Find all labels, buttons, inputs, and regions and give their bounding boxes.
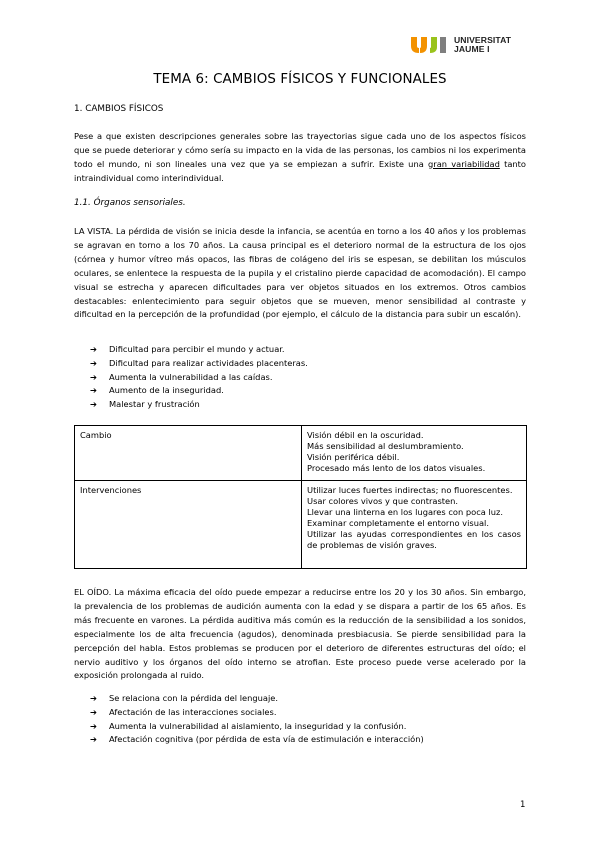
logo-line-1: UNIVERSITAT [454, 35, 512, 45]
arrow-icon: ➔ [90, 357, 97, 368]
uji-logo-icon [410, 36, 450, 54]
document-title: TEMA 6: CAMBIOS FÍSICOS Y FUNCIONALES [153, 72, 447, 87]
intro-text: Pese a que existen descripciones generales sobre las trayectorias sigue cada uno de los aspectos físicos que se puede deteriorar y cómo sería su impacto en la vida de las personas, los cambios ni los experimenta todo el mundo, ni son lineales una vez que ya se empiezan a sufrir. Existe una [74, 131, 526, 169]
intro-underlined-text: gran variabilidad [428, 158, 500, 169]
table-row [75, 426, 527, 481]
oido-paragraph: EL OÍDO. La máxima eficacia del oído puede empezar a reducirse entre los 20 y los 30 años. Sin embargo, la prevalencia de los problemas de audición aumenta con la edad y se dispara a partir de los 65 años. Es más frecuente en varones. La pérdida auditiva más común es la reducción de la sensibilidad a los sonidos, especialmente los de alta frecuencia (agudos), denominada presbiacusia. Se pierde sensibilidad para la percepción del habla. Estos problemas se producen por el deterioro de diferentes estructuras del oído; el nervio auditivo y los órganos del oído interno se atrofian. Este proceso puede verse acelerado por la exposición prolongada al ruido. [74, 587, 526, 681]
list-item: ➔ Se relaciona con la pérdida del lenguaje. [90, 692, 424, 706]
vista-paragraph: LA VISTA. La pérdida de visión se inicia desde la infancia, se acentúa en torno a los 40 años y los problemas se agravan en torno a los 70 años. La causa principal es el deterioro normal de la estructura de los ojos (córnea y humor vítreo más opacos, las fibras de colágeno del iris se espesan, se debilitan los músculos oculares, se enlentece la respuesta de la pupila y el cristalino pierde capacidad de acomodación). El campo visual se estrecha y aparecen dificultades para ver objetos situados en los extremos. Otros cambios destacables: enlentecimiento para seguir objetos que se mueven, menor sensibilidad al contraste y dificultad en la percepción de la profundidad (por ejemplo, el cálculo de la distancia para subir un escalón). [74, 226, 526, 320]
list-item: ➔ Dificultad para percibir el mundo y actuar. [90, 343, 308, 357]
university-logo [410, 36, 511, 54]
table-cell-label: Cambio [75, 426, 302, 481]
table-row [75, 481, 527, 569]
arrow-icon: ➔ [90, 385, 97, 396]
subsection-heading: 1.1. Órganos sensoriales. [74, 198, 186, 208]
intro-text-end: tanto intraindividual como interindividual. [74, 158, 526, 183]
list-item: ➔ Aumenta la vulnerabilidad al aislamiento, la inseguridad y la confusión. [90, 720, 424, 734]
list-item: ➔ Dificultad para realizar actividades placenteras. [90, 357, 308, 371]
arrow-icon: ➔ [90, 734, 97, 745]
page-number: 1 [520, 800, 526, 810]
oido-bullet-list [90, 692, 424, 747]
table-cell-content: Visión débil en la oscuridad. Más sensibilidad al deslumbramiento. Visión periférica débil. Procesado más lento de los datos visuales. [302, 426, 527, 481]
list-item: ➔ Aumenta la vulnerabilidad a las caídas. [90, 371, 308, 385]
list-item: ➔ Afectación de las interacciones sociales. [90, 706, 424, 720]
list-item: ➔ Malestar y frustración [90, 398, 308, 412]
table-cell-content: Utilizar luces fuertes indirectas; no fluorescentes. Usar colores vivos y que contrasten. Llevar una linterna en los lugares con poca luz. Examinar completamente el entorno visual. Utilizar las ayudas correspondientes en los casos de problemas de visión graves. [302, 481, 527, 569]
arrow-icon: ➔ [90, 706, 97, 717]
list-item: ➔ Afectación cognitiva (por pérdida de esta vía de estimulación e interacción) [90, 733, 424, 747]
arrow-icon: ➔ [90, 720, 97, 731]
list-item: ➔ Aumento de la inseguridad. [90, 384, 308, 398]
table-cell-label: Intervenciones [75, 481, 302, 569]
section-heading: 1. CAMBIOS FÍSICOS [74, 104, 164, 114]
vista-bullet-list [90, 343, 308, 412]
arrow-icon: ➔ [90, 399, 97, 410]
logo-line-2: JAUME I [454, 44, 490, 54]
arrow-icon: ➔ [90, 344, 97, 354]
arrow-icon: ➔ [90, 693, 97, 703]
arrow-icon: ➔ [90, 371, 97, 382]
vision-changes-table [74, 425, 527, 569]
intro-paragraph [74, 130, 526, 186]
